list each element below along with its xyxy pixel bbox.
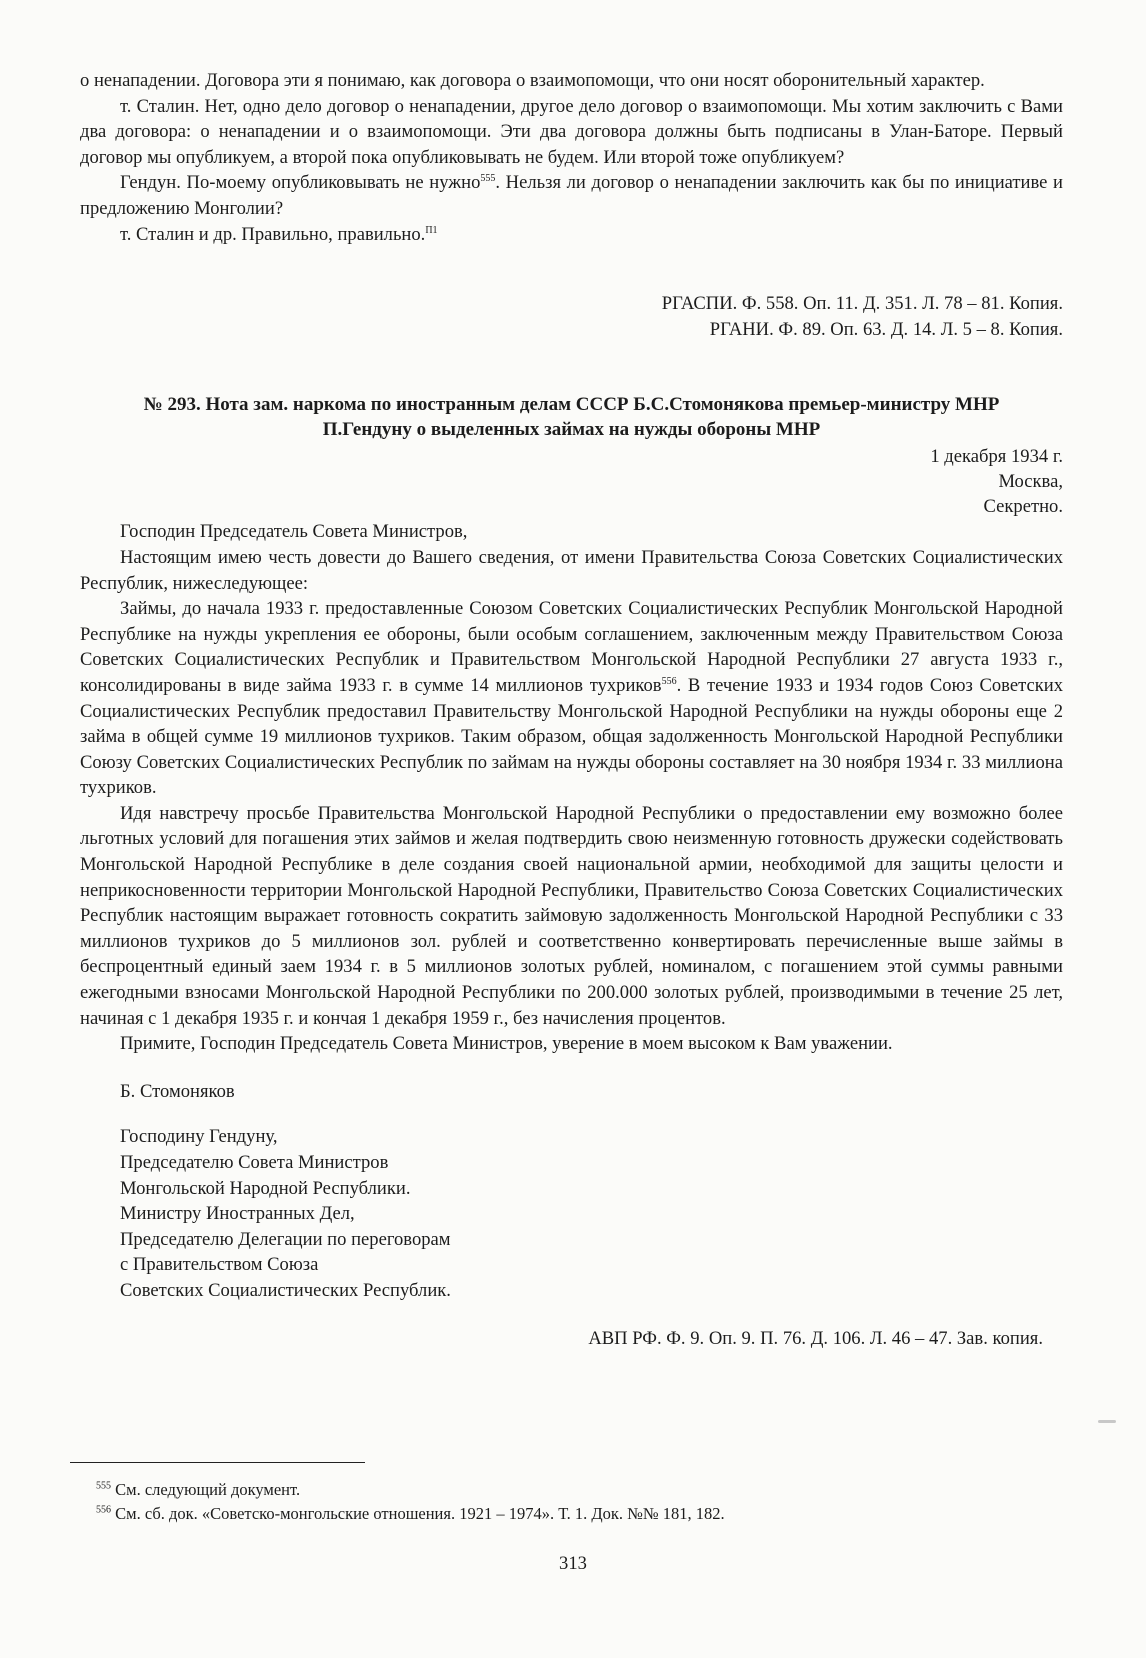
addressee-line: Председателю Совета Министров	[120, 1152, 389, 1173]
page-number: 313	[559, 1553, 587, 1574]
addressee-line: с Правительством Союза	[120, 1254, 319, 1276]
document-classification: Секретно.	[983, 496, 1063, 518]
footnote-divider	[70, 1462, 365, 1463]
doc-paragraph-1: Настоящим имею честь довести до Вашего сведения, от имени Правительства Союза Советских Социалистических Республик, нижеследующее:	[80, 546, 1063, 594]
doc-paragraph-4: Примите, Господин Председатель Совета Министров, уверение в моем высоком к Вам уважении.	[120, 1033, 893, 1055]
source-line-1: РГАСПИ. Ф. 558. Оп. 11. Д. 351. Л. 78 – 81. Копия.	[661, 293, 1063, 315]
prev-paragraph-3	[80, 170, 1063, 221]
footnote-text: См. сб. док. «Советско-монгольские отношения. 1921 – 1974». Т. 1. Док. №№ 181, 182.	[115, 1504, 725, 1523]
document-title	[80, 392, 1063, 442]
scan-artifact	[1098, 1420, 1116, 1423]
footnote-ref-555: 555	[480, 173, 496, 185]
footnote-text: См. следующий документ.	[115, 1480, 301, 1499]
document-place: Москва,	[998, 471, 1063, 493]
document-dateline	[80, 444, 1063, 519]
footnote-ref-556: 556	[661, 675, 677, 687]
prev-paragraph-3-text: Гендун. По-моему опубликовывать не нужно	[120, 172, 481, 194]
editor-note-mark: П1	[425, 224, 438, 236]
signature: Б. Стомоняков	[120, 1080, 235, 1102]
prev-paragraph-3-text-cont: . Нельзя ли договор о ненападении заключить как бы по инициативе и предложению Монголии?	[80, 172, 1064, 219]
document-date: 1 декабря 1934 г.	[930, 446, 1063, 468]
prev-paragraph-4-text: т. Сталин и др. Правильно, правильно.	[120, 223, 426, 245]
document-title-line-1: № 293. Нота зам. наркома по иностранным делам СССР Б.С.Стомонякова премьер-министру МНР	[143, 394, 1000, 416]
addressee-line: Советских Социалистических Республик.	[120, 1279, 451, 1301]
addressee-line: Министру Иностранных Дел,	[120, 1203, 355, 1225]
salutation: Господин Председатель Совета Министров,	[120, 521, 468, 543]
page-body	[80, 68, 1063, 1351]
prev-sources	[80, 291, 1063, 342]
prev-paragraph-4	[80, 222, 1063, 248]
footnotes	[96, 1478, 1056, 1526]
prev-paragraph-2: т. Сталин. Нет, одно дело договор о ненападении, другое дело договор о взаимопомощи. Мы хотим заключить с Вами два договора: о ненападении и о взаимопомощи. Эти два договора должны быть подписаны в Улан-Баторе. Первый договор мы опубликуем, а второй пока опубликовывать не будем. Или второй тоже опубликуем?	[80, 95, 1063, 168]
addressee-line: Председателю Делегации по переговорам	[120, 1228, 451, 1250]
addressee-line: Господину Гендуну,	[120, 1126, 278, 1148]
doc-paragraph-2-text-cont: . В течение 1933 и 1934 годов Союз Советских Социалистических Республик предоставил Правительству Монгольской Народной Республики на нужды обороны еще 2 займа в общей сумме 19 миллионов тухриков. Таким образом, общая задолженность Монгольской Народной Республики Союзу Советских Социалистических Республик по займам на нужды обороны составляет на 30 ноября 1934 г. 33 миллиона тухриков.	[80, 674, 1063, 799]
prev-paragraph-1: о ненападении. Договора эти я понимаю, как договора о взаимопомощи, что они носят оборонительный характер.	[80, 70, 985, 91]
source-line-2: РГАНИ. Ф. 89. Оп. 63. Д. 14. Л. 5 – 8. Копия.	[709, 318, 1063, 340]
archive-reference: АВП РФ. Ф. 9. Оп. 9. П. 76. Д. 106. Л. 46 – 47. Зав. копия.	[588, 1327, 1043, 1349]
footnote-number: 555	[96, 1480, 111, 1492]
doc-paragraph-2-text: Займы, до начала 1933 г. предоставленные Союзом Советских Социалистических Республик Монгольской Народной Республике на нужды укрепления ее обороны, были особым соглашением, заключенным между Правительством Союза Советских Социалистических Республик и Правительством Монгольской Народной Республики 27 августа 1933 г., консолидированы в виде займа 1933 г. в сумме 14 миллионов тухриков	[80, 598, 1063, 696]
doc-paragraph-2	[80, 596, 1063, 801]
addressee-line: Монгольской Народной Республики.	[120, 1177, 411, 1199]
doc-paragraph-3: Идя навстречу просьбе Правительства Монгольской Народной Республики о предоставлении ему возможно более льготных условий для погашения этих займов и желая подтвердить свою неизменную готовность дружески содействовать Монгольской Народной Республике в деле создания своей национальной армии, необходимой для защиты целости и неприкосновенности территории Монгольской Народной Республики, Правительство Союза Советских Социалистических Республик настоящим выражает готовность сократить займовую задолженность Монгольской Народной Республики с 33 миллионов тухриков до 5 миллионов зол. рублей и соответственно конвертировать перечисленные выше займы в беспроцентный единый заем 1934 г. в 5 миллионов золотых рублей, номиналом, с погашением этой суммы равными ежегодными взносами Монгольской Народной Республики по 200.000 золотых рублей, производимыми в течение 25 лет, начиная с 1 декабря 1935 г. и кончая 1 декабря 1959 г., без начисления процентов.	[80, 802, 1063, 1029]
addressee-block	[80, 1124, 1063, 1303]
footnote-556	[96, 1502, 1056, 1526]
footnote-number: 556	[96, 1504, 111, 1516]
document-title-line-2: П.Гендуну о выделенных займах на нужды обороны МНР	[322, 419, 821, 441]
footnote-555	[96, 1478, 1056, 1502]
